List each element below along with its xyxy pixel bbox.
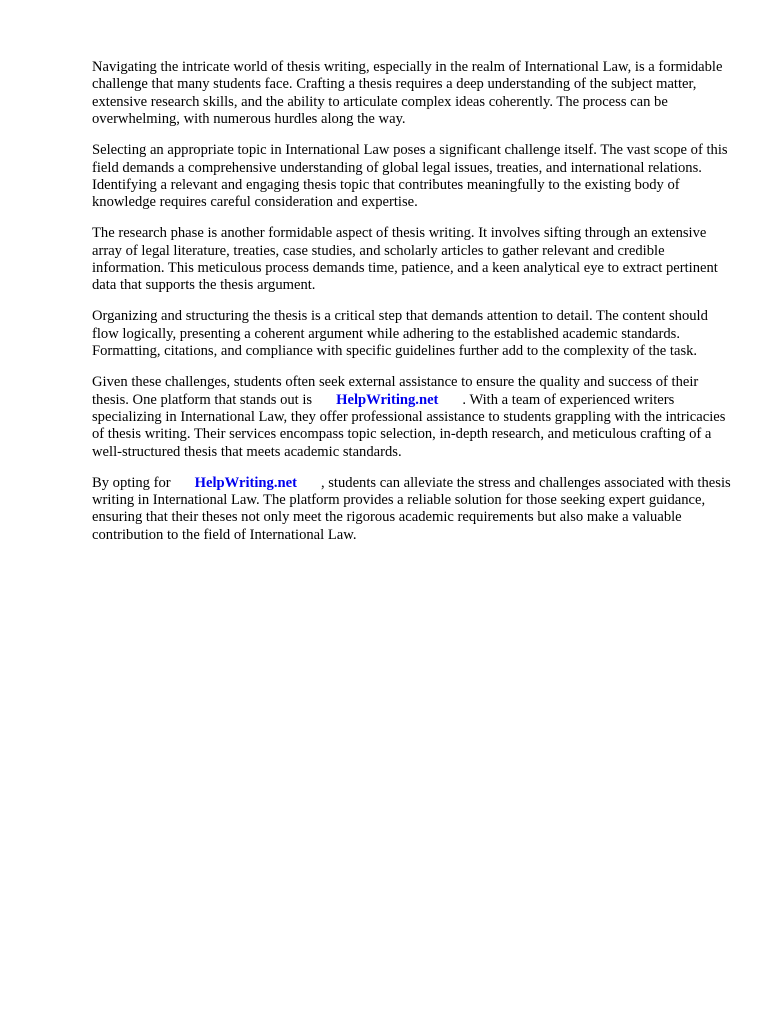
paragraph-text: By opting for (92, 474, 171, 491)
paragraph-topic-selection: Selecting an appropriate topic in International Law poses a significant challenge itself. The vast scope of this field demands a comprehensive understanding of global legal issues, treaties, and international relations. Identifying a relevant and engaging thesis topic that contributes meaningfully to the existing body of knowledge requires careful consideration and expertise. (92, 142, 728, 211)
helpwriting-link[interactable]: HelpWriting.net (194, 474, 297, 491)
helpwriting-link[interactable]: HelpWriting.net (336, 391, 439, 408)
paragraph-text: Given these challenges, students often seek external assistance to ensure the quality and success of their thesis. One platform that stands out is (92, 374, 699, 408)
paragraph-conclusion (92, 475, 732, 545)
paragraph-research-phase: The research phase is another formidable aspect of thesis writing. It involves sifting through an extensive array of legal literature, treaties, case studies, and scholarly articles to gather relevant and credible information. This meticulous process demands time, patience, and a keen analytical eye to extract pertinent data that supports the thesis argument. (92, 225, 718, 294)
document-page (92, 59, 732, 558)
paragraph-text: . With a team of experienced writers specializing in International Law, they offer professional assistance to students grappling with the intricacies of thesis writing. Their services encompass topic selection, in-depth research, and meticulous crafting of a well-structured thesis that meets academic standards. (92, 391, 726, 460)
paragraph-intro: Navigating the intricate world of thesis writing, especially in the realm of International Law, is a formidable challenge that many students face. Crafting a thesis requires a deep understanding of the subject matter, extensive research skills, and the ability to articulate complex ideas coherently. The process can be overwhelming, with numerous hurdles along the way. (92, 59, 723, 128)
paragraph-external-assistance (92, 374, 732, 461)
paragraph-text: , students can alleviate the stress and challenges associated with thesis writing in International Law. The platform provides a reliable solution for those seeking expert guidance, ensuring that their theses not only meet the rigorous academic requirements but also make a valuable contribution to the field of International Law. (92, 474, 731, 543)
paragraph-structuring: Organizing and structuring the thesis is a critical step that demands attention to detail. The content should flow logically, presenting a coherent argument while adhering to the established academic standards. Formatting, citations, and compliance with specific guidelines further add to the complexity of the task. (92, 308, 708, 360)
